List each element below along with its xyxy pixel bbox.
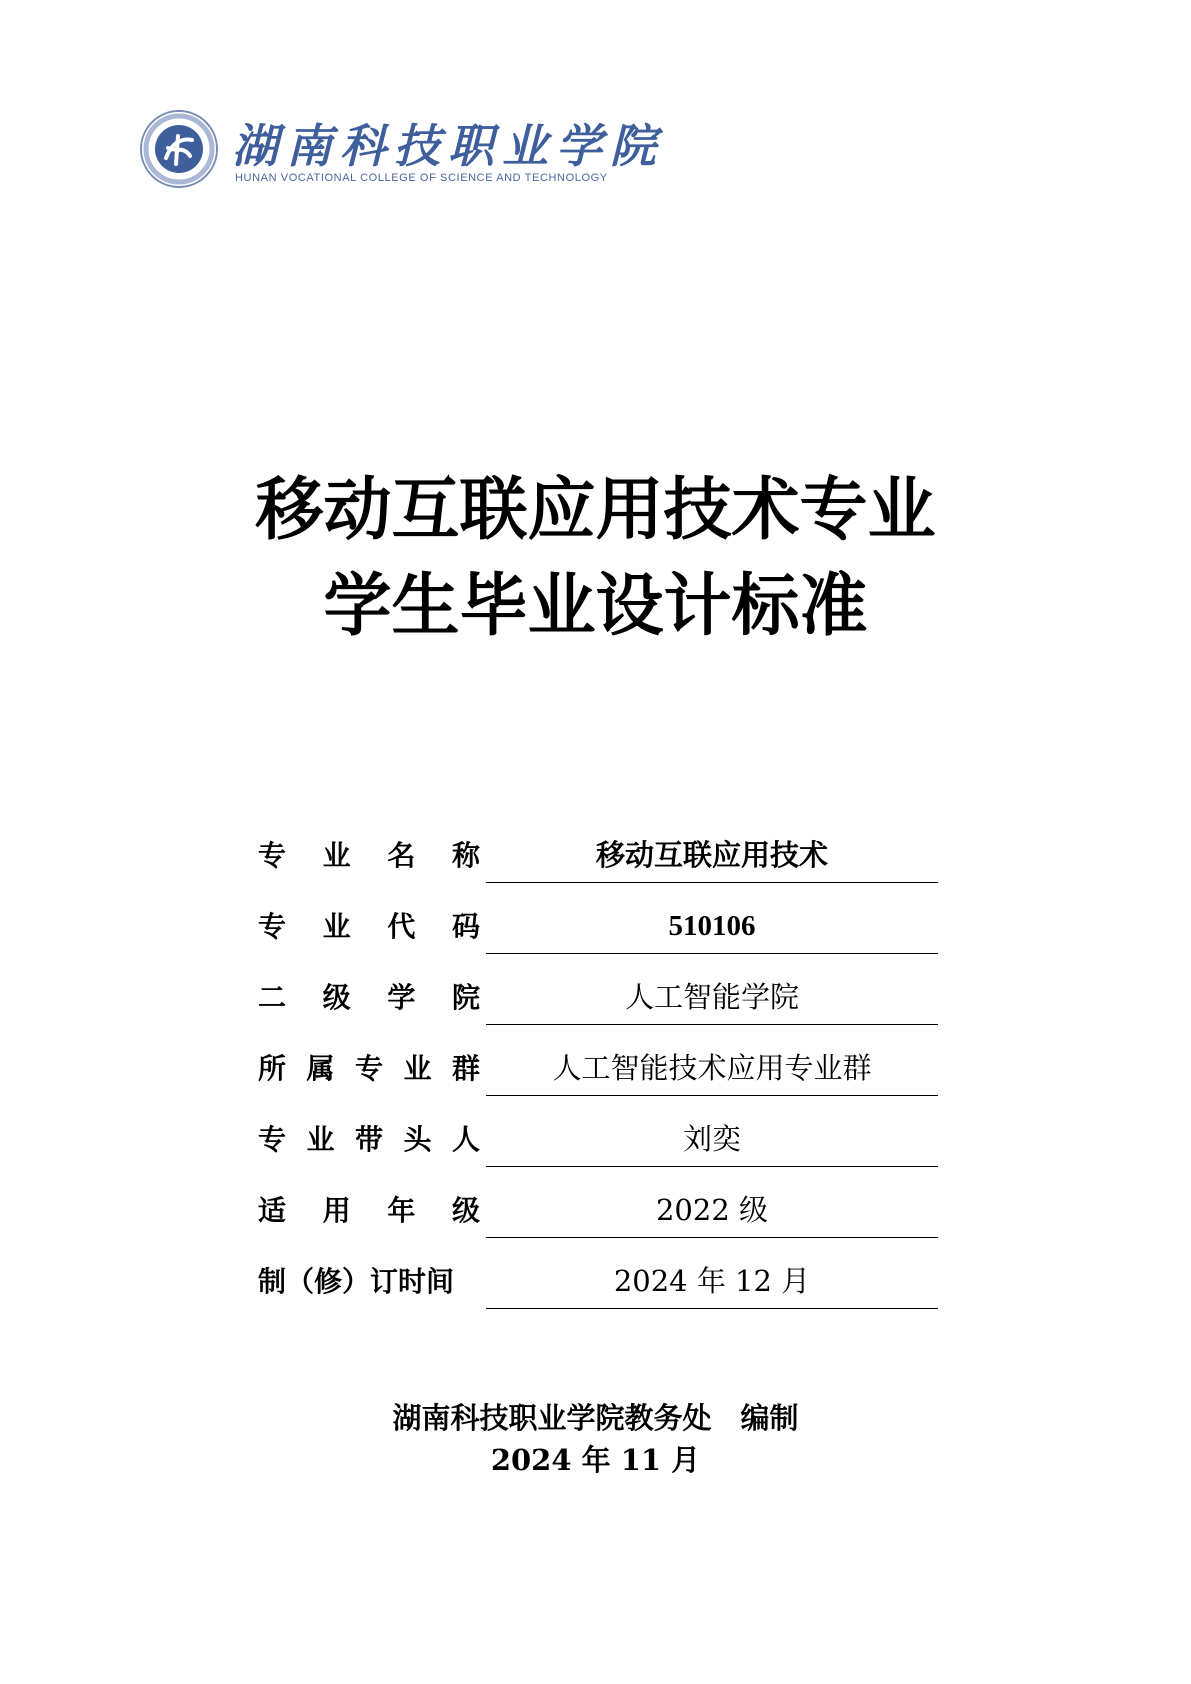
- college-emblem-icon: [140, 110, 218, 188]
- college-logo: [140, 108, 664, 200]
- applicable-grade-value: 2022 级: [486, 1187, 938, 1238]
- info-label: 专 业 名 称: [258, 839, 480, 872]
- document-title-line-1: 移动互联应用技术专业: [255, 471, 936, 550]
- info-label: 适 用 年 级: [258, 1194, 480, 1227]
- info-row-applicable-grade: [258, 1179, 938, 1250]
- compile-date: 2024 年 11 月: [490, 1443, 701, 1477]
- info-label: 专 业 代 码: [258, 910, 480, 943]
- info-label: 二 级 学 院: [258, 981, 480, 1014]
- major-name-value: 移动互联应用技术: [486, 832, 938, 883]
- info-label: 制（修）订时间: [258, 1265, 455, 1298]
- major-leader-value: 刘奕: [486, 1116, 938, 1167]
- college-name-chinese: 湖南科技职业学院: [232, 119, 664, 173]
- major-group-value: 人工智能技术应用专业群: [486, 1045, 938, 1096]
- info-row-major-group: [258, 1037, 938, 1108]
- info-row-major-code: [258, 895, 938, 966]
- info-label: 所 属 专 业 群: [258, 1052, 480, 1085]
- info-row-revision-time: [258, 1250, 938, 1321]
- revision-time-value: 2024 年 12 月: [486, 1258, 938, 1309]
- info-table: [258, 824, 938, 1321]
- info-label: 专 业 带 头 人: [258, 1123, 480, 1156]
- info-row-major-leader: [258, 1108, 938, 1179]
- college-name-english: HUNAN VOCATIONAL COLLEGE OF SCIENCE AND TECHNOLOGY: [235, 172, 608, 184]
- info-row-secondary-college: [258, 966, 938, 1037]
- document-title-line-2: 学生毕业设计标准: [323, 567, 868, 646]
- secondary-college-value: 人工智能学院: [486, 974, 938, 1025]
- compiler-organization: 湖南科技职业学院教务处 编制: [392, 1401, 799, 1435]
- info-row-major-name: [258, 824, 938, 895]
- major-code-value: 510106: [486, 903, 938, 954]
